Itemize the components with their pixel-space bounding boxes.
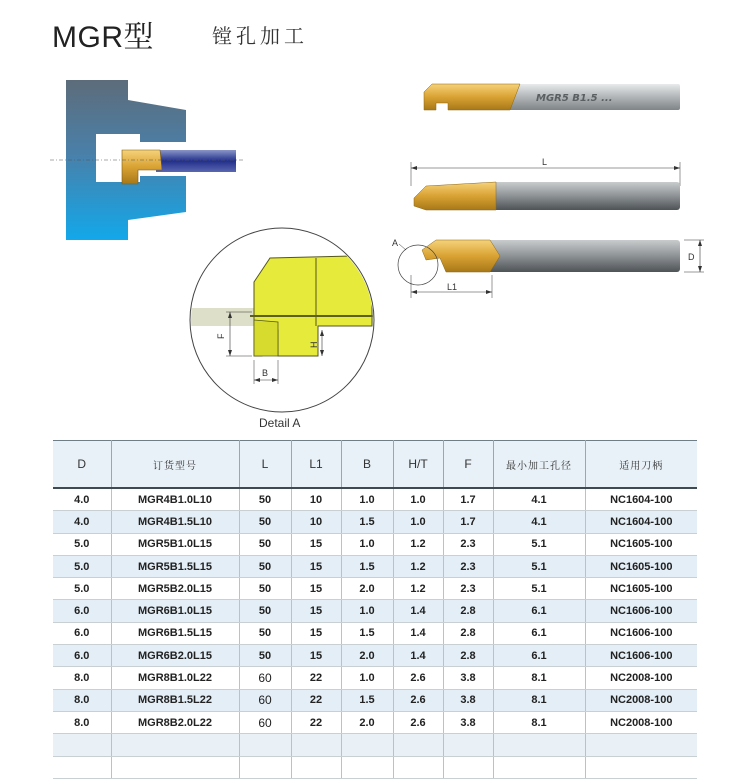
table-row — [53, 555, 697, 577]
table-cell: 8.0 — [53, 711, 111, 733]
table-cell: MGR8B1.5L22 — [111, 689, 239, 711]
table-row — [53, 533, 697, 555]
detail-a-view — [180, 228, 390, 412]
table-cell: 6.1 — [493, 645, 585, 667]
table-row — [53, 488, 697, 511]
table-cell: 5.1 — [493, 555, 585, 577]
table-cell: 1.0 — [341, 533, 393, 555]
table-row — [53, 645, 697, 667]
table-cell: MGR6B1.5L15 — [111, 622, 239, 644]
table-cell: 10 — [291, 488, 341, 511]
table-cell: 4.1 — [493, 488, 585, 511]
table-cell: NC2008-100 — [585, 667, 697, 689]
table-cell: 50 — [239, 511, 291, 533]
table-cell: 60 — [239, 689, 291, 711]
table-cell: MGR8B2.0L22 — [111, 711, 239, 733]
table-cell: 2.8 — [443, 600, 493, 622]
table-cell: 22 — [291, 711, 341, 733]
table-cell-empty — [341, 734, 393, 756]
col-header: 最小加工孔径 — [493, 441, 585, 489]
table-cell: MGR8B1.0L22 — [111, 667, 239, 689]
table-cell: 4.0 — [53, 488, 111, 511]
table-cell: NC1606-100 — [585, 622, 697, 644]
table-cell: NC1605-100 — [585, 555, 697, 577]
table-cell: 15 — [291, 555, 341, 577]
dim-l1-label: L1 — [447, 282, 458, 292]
table-cell: 2.6 — [393, 667, 443, 689]
table-cell: 6.1 — [493, 600, 585, 622]
table-cell: 5.1 — [493, 578, 585, 600]
table-cell: MGR5B1.0L15 — [111, 533, 239, 555]
table-cell: 22 — [291, 667, 341, 689]
table-cell: 1.2 — [393, 555, 443, 577]
table-row-empty — [53, 734, 697, 756]
col-header: H/T — [393, 441, 443, 489]
table-cell: 1.2 — [393, 533, 443, 555]
col-header: B — [341, 441, 393, 489]
table-cell-empty — [393, 734, 443, 756]
table-cell-empty — [341, 756, 393, 778]
table-cell: 1.5 — [341, 555, 393, 577]
tool-marking-text: MGR5 B1.5 ... — [536, 93, 613, 104]
table-cell-empty — [393, 756, 443, 778]
table-cell-empty — [493, 756, 585, 778]
dim-b-label: B — [262, 368, 269, 378]
table-row — [53, 689, 697, 711]
col-header: L1 — [291, 441, 341, 489]
table-cell-empty — [111, 734, 239, 756]
table-cell: 5.0 — [53, 578, 111, 600]
table-cell-empty — [493, 734, 585, 756]
table-cell: 15 — [291, 578, 341, 600]
table-cell: 50 — [239, 645, 291, 667]
table-cell: 5.0 — [53, 555, 111, 577]
table-cell-empty — [443, 734, 493, 756]
table-cell: 15 — [291, 600, 341, 622]
table-cell: 22 — [291, 689, 341, 711]
table-cell: NC1604-100 — [585, 488, 697, 511]
col-header: D — [53, 441, 111, 489]
tool-front-view — [392, 238, 704, 298]
table-cell: MGR6B1.0L15 — [111, 600, 239, 622]
table-cell: 1.0 — [341, 600, 393, 622]
table-cell: 1.5 — [341, 622, 393, 644]
table-cell: NC1606-100 — [585, 645, 697, 667]
table-cell: 3.8 — [443, 667, 493, 689]
table-cell: 2.0 — [341, 711, 393, 733]
table-cell: 2.3 — [443, 555, 493, 577]
table-cell: 50 — [239, 533, 291, 555]
table-cell: 50 — [239, 488, 291, 511]
col-header: 适用刀柄 — [585, 441, 697, 489]
technical-drawing — [0, 70, 750, 440]
table-row — [53, 578, 697, 600]
table-cell: 3.8 — [443, 711, 493, 733]
table-cell: NC1605-100 — [585, 533, 697, 555]
dim-l-label: L — [542, 157, 548, 167]
table-cell: MGR5B2.0L15 — [111, 578, 239, 600]
dim-d-label: D — [688, 252, 695, 262]
table-cell: 2.8 — [443, 645, 493, 667]
tool-top-view — [411, 157, 680, 210]
table-cell: 8.1 — [493, 689, 585, 711]
table-cell: 1.0 — [393, 488, 443, 511]
table-cell: 1.0 — [393, 511, 443, 533]
table-row — [53, 667, 697, 689]
table-cell: MGR5B1.5L15 — [111, 555, 239, 577]
table-row-empty — [53, 756, 697, 778]
spec-table — [53, 440, 697, 779]
table-cell-empty — [291, 734, 341, 756]
dim-h-label: H — [309, 341, 319, 348]
table-cell: 50 — [239, 600, 291, 622]
table-cell: 6.0 — [53, 645, 111, 667]
table-cell-empty — [239, 734, 291, 756]
table-cell: MGR6B2.0L15 — [111, 645, 239, 667]
workpiece-section — [50, 80, 245, 240]
table-cell-empty — [585, 756, 697, 778]
table-cell: 1.7 — [443, 511, 493, 533]
table-cell: 6.0 — [53, 622, 111, 644]
table-cell: 1.2 — [393, 578, 443, 600]
table-cell: NC1605-100 — [585, 578, 697, 600]
table-cell: NC2008-100 — [585, 711, 697, 733]
table-cell: 2.3 — [443, 578, 493, 600]
table-cell: 1.4 — [393, 600, 443, 622]
table-cell-empty — [585, 734, 697, 756]
table-row — [53, 711, 697, 733]
table-cell: 1.0 — [341, 667, 393, 689]
table-cell: 15 — [291, 533, 341, 555]
table-cell: 8.1 — [493, 711, 585, 733]
table-cell: 2.0 — [341, 578, 393, 600]
table-cell: MGR4B1.0L10 — [111, 488, 239, 511]
table-cell: 5.0 — [53, 533, 111, 555]
col-header: F — [443, 441, 493, 489]
table-cell: 2.8 — [443, 622, 493, 644]
dim-a-label: A — [392, 238, 399, 248]
table-cell-empty — [111, 756, 239, 778]
table-header-row — [53, 441, 697, 489]
table-body — [53, 488, 697, 778]
table-cell: 6.0 — [53, 600, 111, 622]
col-header: L — [239, 441, 291, 489]
table-cell: 15 — [291, 622, 341, 644]
table-cell: 1.5 — [341, 689, 393, 711]
page-title: MGR型 — [52, 21, 154, 54]
table-cell-empty — [239, 756, 291, 778]
tool-side-view — [424, 84, 680, 110]
table-cell: 60 — [239, 711, 291, 733]
page-subtitle: 镗孔加工 — [212, 24, 308, 48]
table-cell-empty — [53, 756, 111, 778]
col-header: 订货型号 — [111, 441, 239, 489]
table-cell: NC1604-100 — [585, 511, 697, 533]
table-row — [53, 622, 697, 644]
table-cell: NC1606-100 — [585, 600, 697, 622]
table-cell: 2.6 — [393, 711, 443, 733]
table-cell: 15 — [291, 645, 341, 667]
table-cell-empty — [443, 756, 493, 778]
table-cell: 4.1 — [493, 511, 585, 533]
table-cell: 2.0 — [341, 645, 393, 667]
table-cell: 8.0 — [53, 689, 111, 711]
table-row — [53, 511, 697, 533]
table-cell: 8.1 — [493, 667, 585, 689]
table-cell: MGR4B1.5L10 — [111, 511, 239, 533]
table-cell: 50 — [239, 555, 291, 577]
table-cell: 6.1 — [493, 622, 585, 644]
table-cell: 50 — [239, 622, 291, 644]
table-cell: 5.1 — [493, 533, 585, 555]
table-cell: 1.4 — [393, 645, 443, 667]
table-cell: 50 — [239, 578, 291, 600]
table-cell-empty — [291, 756, 341, 778]
table-cell-empty — [53, 734, 111, 756]
table-cell: 8.0 — [53, 667, 111, 689]
table-row — [53, 600, 697, 622]
table-cell: 1.7 — [443, 488, 493, 511]
table-cell: 4.0 — [53, 511, 111, 533]
table-cell: 2.3 — [443, 533, 493, 555]
table-cell: 10 — [291, 511, 341, 533]
table-cell: 2.6 — [393, 689, 443, 711]
table-cell: 1.4 — [393, 622, 443, 644]
table-cell: 60 — [239, 667, 291, 689]
table-cell: NC2008-100 — [585, 689, 697, 711]
dim-f-label: F — [216, 333, 226, 339]
table-cell: 3.8 — [443, 689, 493, 711]
detail-caption: Detail A — [259, 416, 301, 430]
table-cell: 1.0 — [341, 488, 393, 511]
table-cell: 1.5 — [341, 511, 393, 533]
